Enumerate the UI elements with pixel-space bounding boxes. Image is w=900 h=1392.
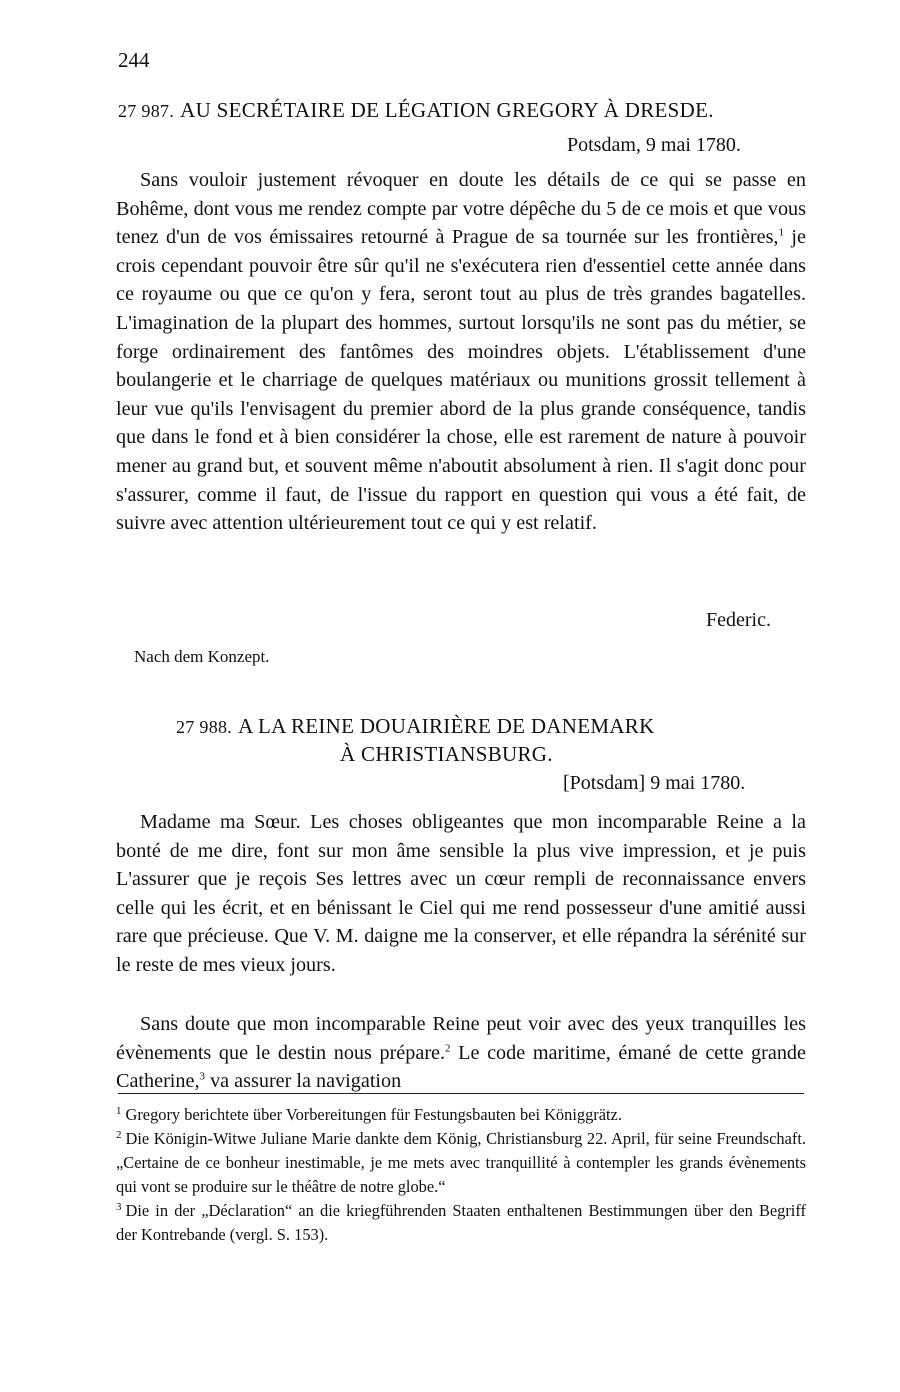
letter-text: Sans doute que mon incomparable Reine peut voir avec des yeux tranquilles les évènements que le destin nous prépare.	[116, 1013, 806, 1064]
footnote-text: Die in der „Déclaration“ an die kriegführenden Staaten enthaltenen Bestimmungen über den Begriff der Kontrebande (vergl. S. 153).	[116, 1201, 806, 1244]
letter-dateline: [Potsdam] 9 mai 1780.	[563, 772, 746, 794]
letter-text: Madame ma Sœur. Les choses obligeantes que mon incomparable Reine a la bonté de me dire, font sur mon âme sensible la plus vive impression, et je puis L'assurer que je reçois Ses lettres avec un cœur rempli de reconnaissance envers celle qui les écrit, et en bénissant le Ciel qui me rend possesseur d'une amitié aussi rare que précieuse. Que V. M. daigne me la conserver, et elle répandra la sérénité sur le reste de mes vieux jours.	[116, 811, 806, 976]
letter-text: Le code maritime, émané de cette grande Catherine,	[116, 1041, 806, 1093]
letter-body	[116, 808, 806, 980]
footnote	[116, 1199, 806, 1247]
letter-body	[116, 1010, 806, 1096]
source-note: Nach dem Konzept.	[134, 647, 270, 666]
letter-heading-line2: À CHRISTIANSBURG.	[340, 742, 553, 766]
footnote	[116, 1127, 806, 1199]
letter-heading	[176, 714, 655, 739]
letter-title: A LA REINE DOUAIRIÈRE DE DANEMARK	[238, 714, 655, 738]
letter-number: 27 988.	[176, 717, 233, 737]
letter-text: va assurer la navigation	[205, 1070, 402, 1093]
letter-text: je crois cependant pouvoir être sûr qu'il ne s'exécutera rien d'essentiel cette année dans ce royaume ou que ce qu'on y fera, seront tout au plus de très grandes bagatelles. L'imagination de la plupart des hommes, surtout lorsqu'ils ne sont pas du métier, se forge ordinairement des fantômes des moindres objets. L'établissement d'une boulangerie et le charriage de quelques matériaux ou munitions grossit tellement à leur vue qu'ils l'envisagent du premier abord de la plus grande conséquence, tandis que dans le fond et à bien considérer la chose, elle est rarement de nature à pouvoir mener au grand but, et souvent même n'aboutit absolument à rien. Il s'agit donc pour s'assurer, comme il faut, de l'issue du rapport en question qui vous a été fait, de suivre avec attention ultérieurement tout ce qui y est relatif.	[116, 226, 806, 535]
footnote-ref: 2	[445, 1041, 451, 1054]
footnote-text: Die Königin-Witwe Juliane Marie dankte dem König, Christiansburg 22. April, für seine Freundschaft. „Certaine de ce bonheur inestimable, je me mets avec tranquillité à contempler les grands évènements qui vont se produire sur le théâtre de notre globe.“	[116, 1129, 806, 1196]
footnote-ref: 1	[778, 226, 784, 239]
footnote-ref: 3	[199, 1070, 206, 1083]
footnotes	[116, 1103, 806, 1247]
signature: Federic.	[706, 609, 771, 631]
letter-heading	[118, 98, 714, 123]
footnote-mark: 2	[116, 1128, 122, 1141]
footnote-mark: 1	[116, 1104, 122, 1117]
letter-title: AU SECRÉTAIRE DE LÉGATION GREGORY À DRESDE.	[180, 98, 714, 122]
page-number: 244	[118, 48, 150, 72]
letter-number: 27 987.	[118, 101, 175, 121]
letter-text: Sans vouloir justement révoquer en doute les détails de ce qui se passe en Bohême, dont vous me rendez compte par votre dépêche du 5 de ce mois et que vous tenez d'un de vos émissaires retourné à Prague de sa tournée sur les frontières,	[116, 169, 806, 249]
footnote-mark: 3	[116, 1200, 122, 1213]
footnote-divider	[118, 1093, 804, 1094]
footnote	[116, 1103, 806, 1127]
letter-body	[116, 166, 806, 538]
letter-dateline: Potsdam, 9 mai 1780.	[567, 134, 741, 156]
footnote-text: Gregory berichtete über Vorbereitungen für Festungsbauten bei Königgrätz.	[125, 1105, 622, 1124]
